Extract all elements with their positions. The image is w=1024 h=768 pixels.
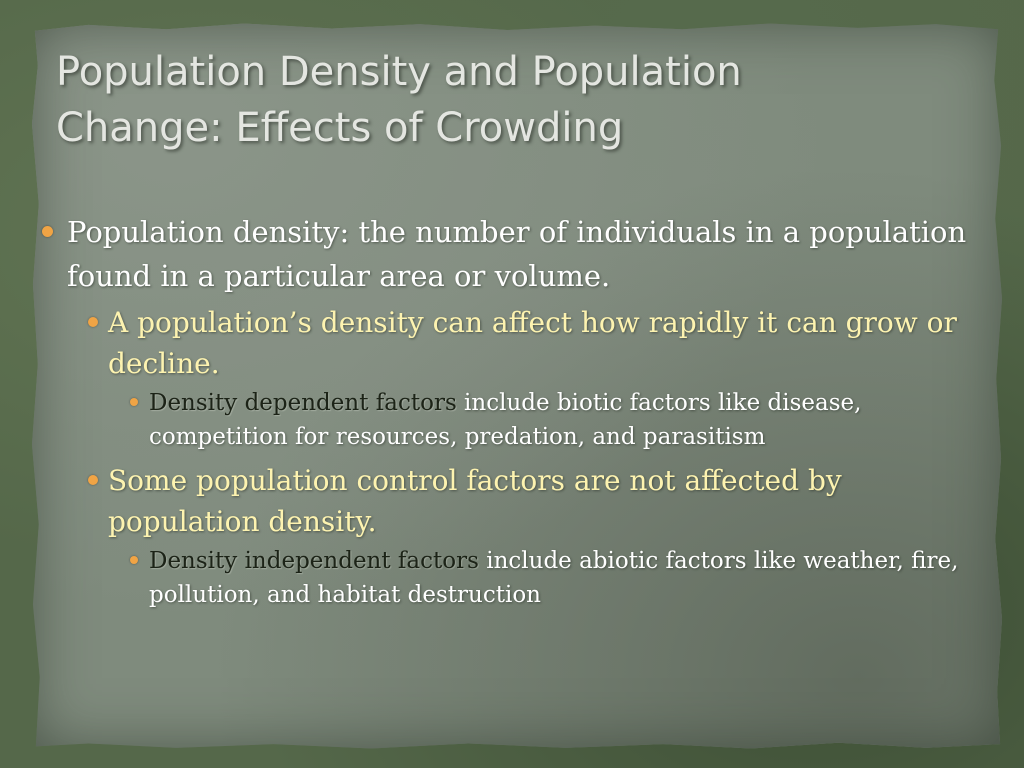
bullet-text: A population’s density can affect how rapidly it can grow or decline. bbox=[108, 306, 957, 380]
bullet-dot-icon bbox=[88, 317, 98, 327]
bullet-dot-icon bbox=[88, 475, 98, 485]
title-line-2: Change: Effects of Crowding bbox=[56, 105, 624, 151]
subsubbullet-density-dependent bbox=[130, 386, 980, 454]
bullet-dot-icon bbox=[130, 398, 138, 406]
bullet-dot-icon bbox=[130, 556, 138, 564]
subbullet-control-factors bbox=[88, 460, 980, 542]
subbullet-density-affects-growth bbox=[88, 302, 980, 384]
slide-content bbox=[40, 210, 980, 618]
bullet-dot-icon bbox=[42, 226, 53, 237]
title-line-1: Population Density and Population bbox=[56, 49, 742, 95]
subsubbullet-density-independent bbox=[130, 544, 980, 612]
bullet-population-density bbox=[40, 210, 980, 298]
term-density-independent: Density independent factors bbox=[149, 548, 479, 574]
slide-title bbox=[56, 44, 956, 156]
term-density-dependent: Density dependent factors bbox=[149, 390, 457, 416]
bullet-text: Population density: the number of individuals in a population found in a particular area or volume. bbox=[67, 215, 967, 293]
bullet-text: include abiotic factors like weather, fire, pollution, and habitat destruction bbox=[149, 548, 959, 608]
bullet-text: Some population control factors are not affected by population density. bbox=[108, 464, 842, 538]
bullet-text: include biotic factors like disease, competition for resources, predation, and parasitism bbox=[149, 390, 862, 450]
